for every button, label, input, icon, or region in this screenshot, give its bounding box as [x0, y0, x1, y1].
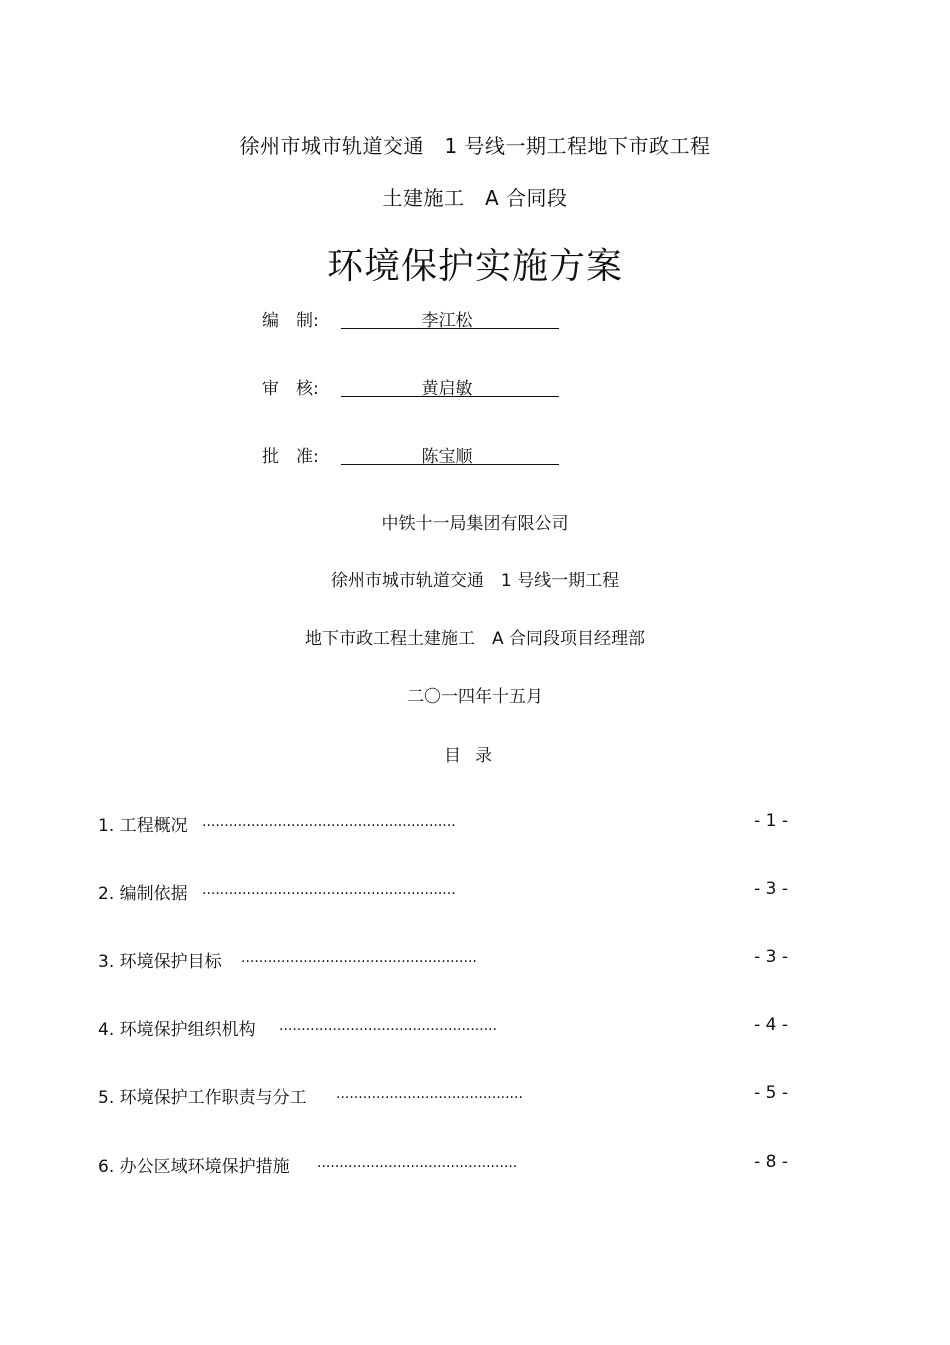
toc-item-label[interactable]: 2. 编制依据 — [98, 884, 188, 904]
signature-label: 批 准: — [262, 447, 319, 467]
toc-leader-dots: ............................................. — [317, 1155, 518, 1171]
toc-item-label[interactable]: 5. 环境保护工作职责与分工 — [98, 1088, 307, 1108]
toc-item[interactable] — [98, 1152, 788, 1176]
issue-date: 二〇一四年十五月 — [407, 687, 543, 707]
toc-page-number: - 1 - — [754, 811, 788, 831]
toc-page-number: - 4 - — [754, 1015, 788, 1035]
toc-item-label[interactable]: 1. 工程概况 — [98, 816, 188, 836]
document-title: 环境保护实施方案 — [326, 246, 623, 287]
toc-leader-dots: .......................................... — [336, 1086, 523, 1102]
project-title-line2: 土建施工 A 合同段 — [382, 186, 568, 210]
toc-title: 目录 — [444, 746, 506, 766]
toc-leader-dots: ......................................................... — [202, 814, 456, 830]
toc-leader-dots: ......................................................... — [202, 882, 456, 898]
toc-item[interactable] — [98, 947, 788, 971]
toc-item[interactable] — [98, 1015, 788, 1039]
toc-item[interactable] — [98, 811, 788, 835]
signature-value: 李江松 — [421, 311, 473, 331]
toc-page-number: - 5 - — [754, 1083, 788, 1103]
toc-page-number: - 8 - — [754, 1152, 788, 1172]
signature-value: 陈宝顺 — [421, 447, 473, 467]
toc-item[interactable] — [98, 1083, 788, 1107]
toc-item-label[interactable]: 6. 办公区域环境保护措施 — [98, 1157, 290, 1177]
signature-value: 黄启敏 — [421, 379, 473, 399]
signature-label: 编 制: — [262, 311, 319, 331]
toc-page-number: - 3 - — [754, 947, 788, 967]
signature-label: 审 核: — [262, 379, 319, 399]
org-project-line1: 徐州市城市轨道交通 1 号线一期工程 — [330, 571, 620, 591]
company-name: 中铁十一局集团有限公司 — [381, 514, 569, 534]
toc-item[interactable] — [98, 879, 788, 903]
project-title-line1: 徐州市城市轨道交通 1 号线一期工程地下市政工程 — [239, 134, 711, 158]
toc-page-number: - 3 - — [754, 879, 788, 899]
org-project-line2: 地下市政工程土建施工 A 合同段项目经理部 — [304, 629, 646, 649]
toc-item-label[interactable]: 3. 环境保护目标 — [98, 952, 222, 972]
toc-leader-dots: ..................................................... — [241, 950, 477, 966]
toc-leader-dots: ................................................. — [279, 1018, 498, 1034]
toc-item-label[interactable]: 4. 环境保护组织机构 — [98, 1020, 256, 1040]
